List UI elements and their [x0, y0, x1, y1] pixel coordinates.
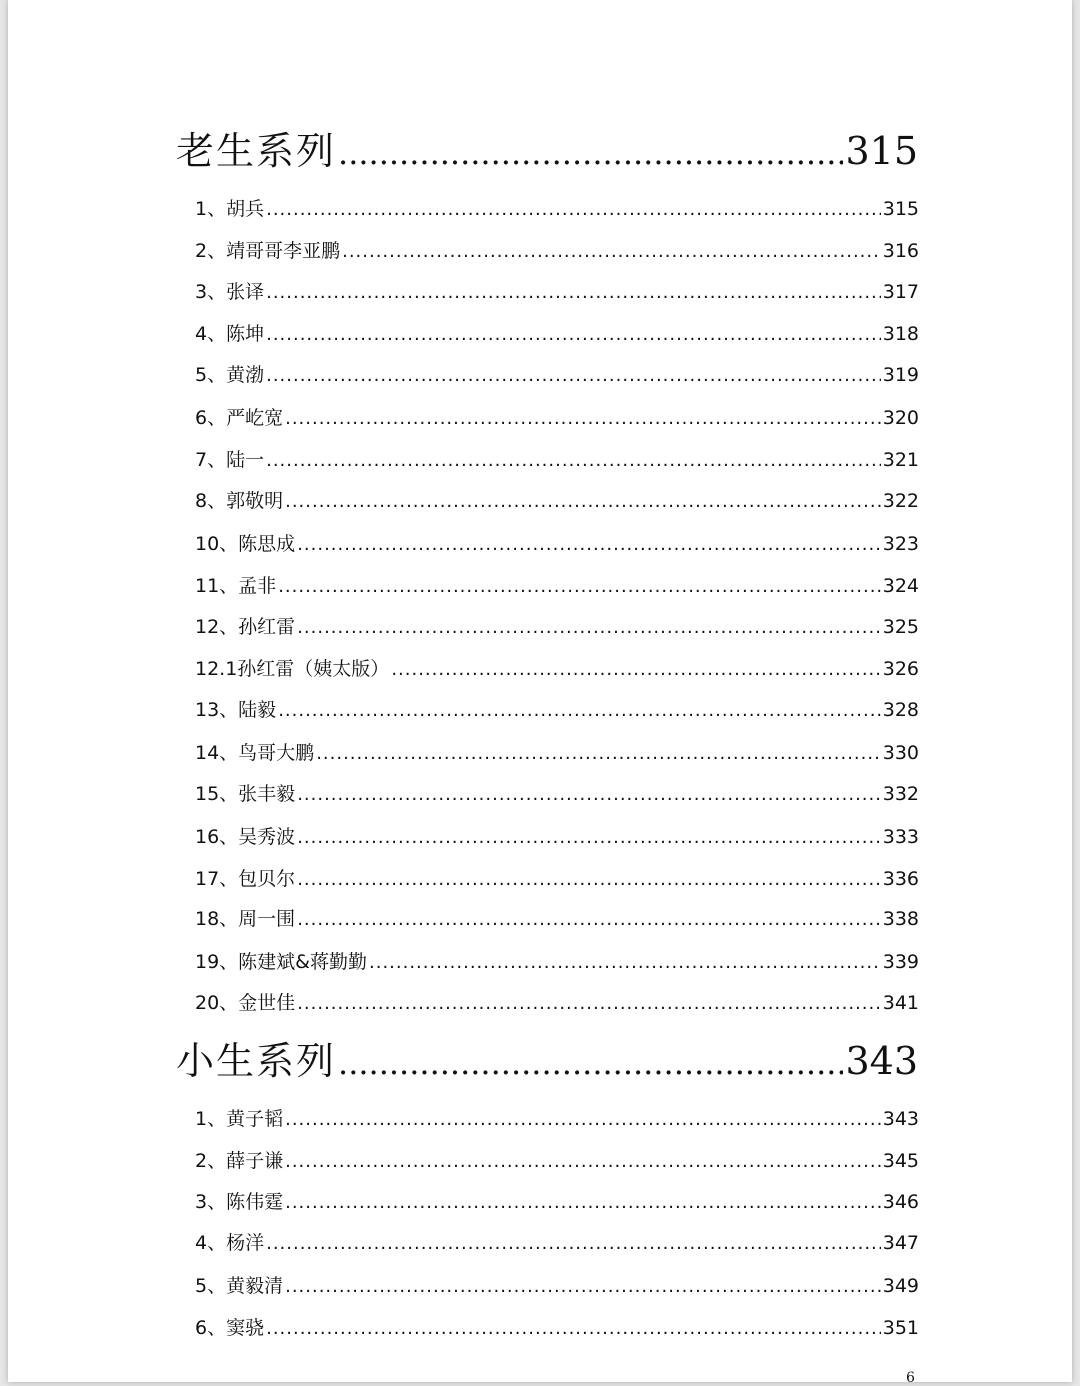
- toc-entry-page: 343: [882, 1108, 919, 1130]
- toc-entry[interactable]: [195, 236, 919, 264]
- toc-entry-page: 326: [882, 658, 919, 680]
- toc-entry-label: 12.1孙红雷（姨太版）: [195, 658, 390, 680]
- document-page: [8, 0, 1072, 1386]
- section-page-number: 343: [845, 1039, 918, 1083]
- toc-entry-page: 336: [882, 868, 919, 890]
- dot-leader: [285, 1276, 881, 1297]
- dot-leader: [338, 134, 843, 172]
- toc-entry[interactable]: [195, 486, 919, 514]
- toc-entry-page: 346: [882, 1191, 919, 1213]
- toc-entry[interactable]: [195, 1104, 919, 1132]
- toc-entry-label: 5、黄渤: [195, 364, 265, 386]
- toc-entry-page: 319: [882, 364, 919, 386]
- toc-entry-label: 8、郭敬明: [195, 490, 284, 512]
- toc-entry[interactable]: [195, 529, 919, 557]
- toc-entry-label: 3、陈伟霆: [195, 1191, 284, 1213]
- toc-entry[interactable]: [195, 1313, 919, 1341]
- toc-entry-label: 6、严屹宽: [195, 407, 284, 429]
- toc-entry[interactable]: [195, 319, 919, 347]
- toc-entry-page: 316: [882, 240, 919, 262]
- dot-leader: [266, 1233, 881, 1254]
- section-page-number: 315: [845, 129, 918, 173]
- toc-entry[interactable]: [195, 403, 919, 431]
- dot-leader: [266, 365, 881, 386]
- section-title: 小生系列: [176, 1039, 337, 1083]
- toc-entry-label: 1、黄子韬: [195, 1108, 284, 1130]
- toc-entry[interactable]: [195, 571, 919, 599]
- toc-entry-page: 338: [882, 908, 919, 930]
- dot-leader: [342, 241, 881, 262]
- toc-entry[interactable]: [195, 947, 919, 975]
- toc-entry-page: 347: [882, 1232, 919, 1254]
- dot-leader: [285, 1109, 881, 1130]
- toc-entry-label: 12、孙红雷: [195, 616, 296, 638]
- toc-section-heading[interactable]: [176, 1030, 918, 1086]
- toc-entry-label: 16、吴秀波: [195, 826, 296, 848]
- dot-leader: [297, 784, 881, 805]
- dot-leader: [266, 1318, 881, 1339]
- toc-entry-page: 324: [882, 575, 919, 597]
- toc-entry-page: 328: [882, 699, 919, 721]
- toc-entry-page: 330: [882, 742, 919, 764]
- dot-leader: [285, 491, 881, 512]
- toc-entry[interactable]: [195, 738, 919, 766]
- dot-leader: [316, 743, 881, 764]
- dot-leader: [266, 282, 881, 303]
- dot-leader: [297, 869, 881, 890]
- toc-entry[interactable]: [195, 445, 919, 473]
- dot-leader: [266, 199, 881, 220]
- dot-leader: [297, 909, 881, 930]
- toc-entry[interactable]: [195, 654, 919, 682]
- dot-leader: [338, 1044, 843, 1082]
- dot-leader: [285, 408, 881, 429]
- toc-entry-label: 14、鸟哥大鹏: [195, 742, 315, 764]
- toc-entry-label: 5、黄毅清: [195, 1275, 284, 1297]
- toc-entry[interactable]: [195, 194, 919, 222]
- dot-leader: [297, 827, 881, 848]
- toc-entry-page: 341: [882, 992, 919, 1014]
- toc-entry[interactable]: [195, 904, 919, 932]
- dot-leader: [391, 659, 880, 680]
- toc-entry-page: 320: [882, 407, 919, 429]
- toc-entry-page: 318: [882, 323, 919, 345]
- toc-entry-label: 7、陆一: [195, 449, 265, 471]
- toc-entry-page: 317: [882, 281, 919, 303]
- toc-entry-page: 323: [882, 533, 919, 555]
- toc-entry[interactable]: [195, 695, 919, 723]
- toc-entry[interactable]: [195, 988, 919, 1016]
- dot-leader: [266, 324, 881, 345]
- toc-entry-page: 321: [882, 449, 919, 471]
- toc-entry-label: 2、薛子谦: [195, 1150, 284, 1172]
- dot-leader: [278, 700, 881, 721]
- dot-leader: [278, 576, 881, 597]
- dot-leader: [285, 1151, 881, 1172]
- toc-section-heading[interactable]: [176, 120, 918, 176]
- dot-leader: [297, 617, 881, 638]
- toc-entry[interactable]: [195, 277, 919, 305]
- toc-entry-label: 13、陆毅: [195, 699, 277, 721]
- toc-entry-page: 351: [882, 1317, 919, 1339]
- page-number: 6: [906, 1370, 915, 1386]
- toc-entry-label: 18、周一围: [195, 908, 296, 930]
- toc-entry-label: 10、陈思成: [195, 533, 296, 555]
- dot-leader: [266, 450, 881, 471]
- toc-entry[interactable]: [195, 822, 919, 850]
- dot-leader: [297, 993, 881, 1014]
- toc-entry-label: 20、金世佳: [195, 992, 296, 1014]
- toc-entry[interactable]: [195, 360, 919, 388]
- dot-leader: [285, 1192, 881, 1213]
- toc-entry[interactable]: [195, 1146, 919, 1174]
- toc-entry[interactable]: [195, 612, 919, 640]
- toc-entry-page: 315: [882, 198, 919, 220]
- toc-entry-label: 11、孟非: [195, 575, 277, 597]
- toc-entry[interactable]: [195, 1187, 919, 1215]
- toc-entry[interactable]: [195, 1228, 919, 1256]
- toc-entry-label: 6、窦骁: [195, 1317, 265, 1339]
- dot-leader: [297, 534, 881, 555]
- toc-entry-page: 332: [882, 783, 919, 805]
- toc-entry-page: 349: [882, 1275, 919, 1297]
- toc-entry-page: 322: [882, 490, 919, 512]
- toc-entry-label: 17、包贝尔: [195, 868, 296, 890]
- toc-entry[interactable]: [195, 864, 919, 892]
- toc-entry-page: 325: [882, 616, 919, 638]
- toc-entry-label: 1、胡兵: [195, 198, 265, 220]
- toc-entry-label: 4、陈坤: [195, 323, 265, 345]
- toc-entry-page: 333: [882, 826, 919, 848]
- toc-entry[interactable]: [195, 1271, 919, 1299]
- toc-entry-page: 345: [882, 1150, 919, 1172]
- section-title: 老生系列: [176, 129, 337, 173]
- toc-entry[interactable]: [195, 779, 919, 807]
- toc-entry-label: 19、陈建斌&蒋勤勤: [195, 951, 367, 973]
- toc-entry-label: 3、张译: [195, 281, 265, 303]
- toc-entry-label: 15、张丰毅: [195, 783, 296, 805]
- toc-entry-label: 4、杨洋: [195, 1232, 265, 1254]
- toc-entry-page: 339: [882, 951, 919, 973]
- toc-entry-label: 2、靖哥哥李亚鹏: [195, 240, 341, 262]
- dot-leader: [369, 952, 881, 973]
